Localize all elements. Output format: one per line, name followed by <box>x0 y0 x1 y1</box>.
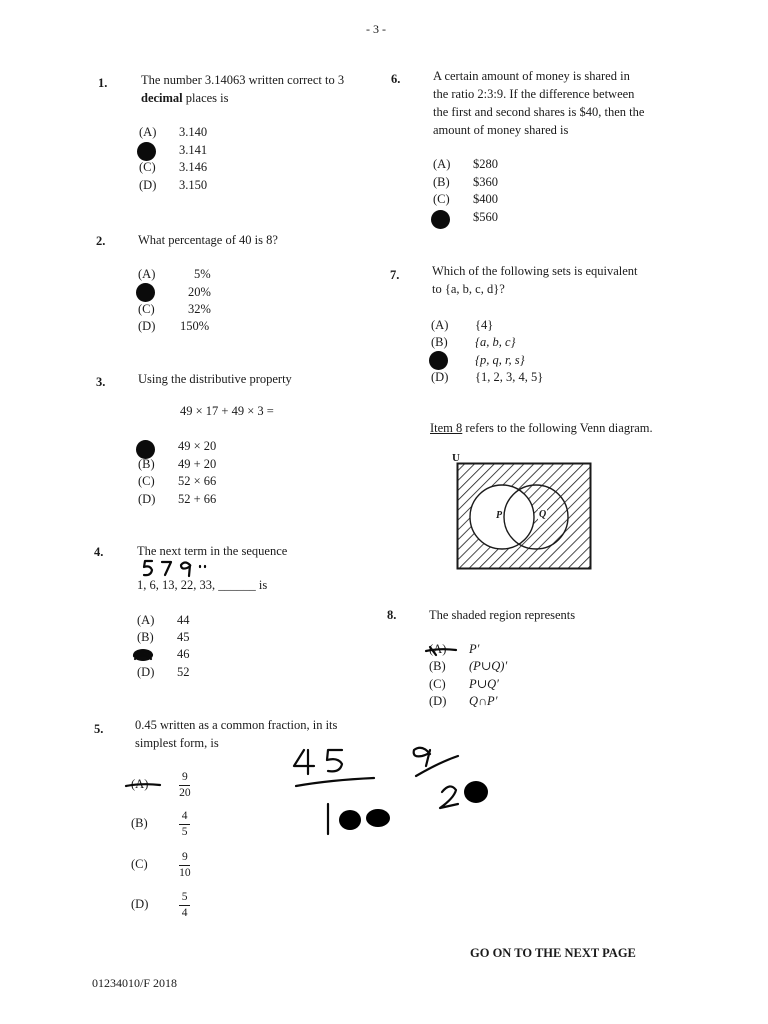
fraction <box>179 810 190 839</box>
fraction <box>179 771 191 800</box>
question-1-stem-line-1: The number 3.14063 written correct to 3 <box>141 73 345 87</box>
option-label: (D) <box>431 370 449 384</box>
paper-code: 01234010/F 2018 <box>92 976 178 990</box>
option-label: (A) <box>139 125 157 139</box>
q6-option-b[interactable] <box>433 174 498 191</box>
question-5-stem-line-1: 0.45 written as a common fraction, in its <box>135 718 338 732</box>
question-4-stem: The next term in the sequence <box>137 544 288 558</box>
option-value: 46 <box>177 647 190 661</box>
go-on-next-page: GO ON TO THE NEXT PAGE <box>470 946 636 960</box>
q4-option-d[interactable] <box>137 664 190 681</box>
q3-option-d[interactable] <box>138 491 216 508</box>
option-label: (C) <box>138 302 155 316</box>
option-value: {p, q, r, s} <box>475 353 525 367</box>
question-6-number: 6. <box>391 72 401 86</box>
question-6-stem-line: amount of money shared is <box>433 123 569 137</box>
option-value: (P∪Q)′ <box>469 659 508 673</box>
question-3-stem: Using the distributive property <box>138 372 292 386</box>
option-value: 3.146 <box>179 160 208 174</box>
question-1-stem-line-2 <box>141 89 344 107</box>
option-label: (C) <box>131 857 148 871</box>
q6-option-a[interactable] <box>433 156 498 173</box>
option-label: (A) <box>138 267 156 281</box>
option-label: (D) <box>429 694 447 708</box>
option-value: 5% <box>194 267 211 281</box>
option-label: (D) <box>131 897 149 911</box>
q7-option-d[interactable] <box>431 369 543 386</box>
venn-universal-label: U <box>452 452 460 464</box>
item-8-link: Item 8 <box>430 421 463 435</box>
option-value: 52 × 66 <box>178 474 217 488</box>
fraction <box>179 851 191 880</box>
q5-option-d[interactable] <box>131 889 190 919</box>
q8-answer-strike[interactable] <box>424 644 458 656</box>
q6-option-c[interactable] <box>433 191 498 208</box>
q4-answer-scribble[interactable] <box>131 647 155 663</box>
option-label: (B) <box>433 175 450 189</box>
option-label: (A) <box>433 157 451 171</box>
denominator: 10 <box>179 866 191 879</box>
option-value: $560 <box>473 210 498 224</box>
q2-option-d[interactable] <box>138 318 209 335</box>
option-label: (C) <box>139 160 156 174</box>
q6-answer-bubble[interactable] <box>431 210 450 229</box>
question-7-stem-line-2: to {a, b, c, d}? <box>432 282 505 296</box>
option-label: (D) <box>137 665 155 679</box>
q3-option-c[interactable] <box>138 473 216 490</box>
option-label: (A) <box>131 777 149 791</box>
question-1-number: 1. <box>98 76 108 90</box>
item-8-intro <box>430 421 653 436</box>
option-value: 150% <box>180 319 210 333</box>
option-value: 45 <box>177 630 190 644</box>
question-5-number: 5. <box>94 722 104 736</box>
option-value: P∪Q′ <box>469 677 499 691</box>
numerator: 9 <box>182 770 188 783</box>
option-label: (D) <box>138 319 156 333</box>
q7-option-b[interactable] <box>431 334 516 351</box>
q2-option-a[interactable] <box>138 266 211 283</box>
question-6-stem-line: the first and second shares is $40, then the <box>433 105 645 119</box>
numerator: 9 <box>182 850 188 863</box>
q1-option-c[interactable] <box>139 159 207 176</box>
denominator: 4 <box>181 906 188 919</box>
q2-option-c[interactable] <box>138 301 211 318</box>
option-label: (B) <box>138 457 155 471</box>
question-1-stem <box>141 71 344 107</box>
q8-option-c[interactable] <box>429 676 499 693</box>
q1-option-d[interactable] <box>139 177 207 194</box>
q1-option-a[interactable] <box>139 124 207 141</box>
question-2-stem: What percentage of 40 is 8? <box>138 233 278 247</box>
option-label: (A) <box>429 642 447 656</box>
q5-answer-strike[interactable] <box>124 780 162 790</box>
page-number: - 3 - <box>366 22 386 36</box>
fraction <box>179 891 190 920</box>
option-value: {4} <box>475 318 494 332</box>
q5-option-b[interactable] <box>131 808 190 838</box>
question-1-stem-bold: decimal <box>141 91 183 105</box>
question-6-stem-line: A certain amount of money is shared in <box>433 69 630 83</box>
handwritten-working <box>290 740 510 840</box>
question-6-stem-line: the ratio 2:3:9. If the difference between <box>433 87 635 101</box>
venn-diagram <box>456 462 592 570</box>
option-value: 20% <box>188 285 211 299</box>
option-value: {1, 2, 3, 4, 5} <box>475 370 544 384</box>
q4-option-a[interactable] <box>137 612 190 629</box>
q5-option-c[interactable] <box>131 849 191 879</box>
option-value: 3.141 <box>179 143 208 157</box>
numerator: 4 <box>181 809 188 822</box>
q3-option-b[interactable] <box>138 456 216 473</box>
option-value: P′ <box>469 642 480 656</box>
option-label: (A) <box>137 613 155 627</box>
option-label: (C) <box>433 192 450 206</box>
option-value: 52 <box>177 665 190 679</box>
q8-option-d[interactable] <box>429 693 497 710</box>
option-value: Q∩P′ <box>469 694 498 708</box>
option-label: (A) <box>431 318 449 332</box>
numerator: 5 <box>181 890 188 903</box>
option-value: $360 <box>473 175 498 189</box>
option-value: $280 <box>473 157 498 171</box>
option-value: 49 × 20 <box>178 439 217 453</box>
option-label: (D) <box>139 178 157 192</box>
option-value: 44 <box>177 613 190 627</box>
option-value: 3.150 <box>179 178 208 192</box>
venn-label-q: Q <box>539 509 547 520</box>
option-label: (B) <box>131 816 148 830</box>
q8-option-b[interactable] <box>429 658 507 675</box>
question-4-sequence: 1, 6, 13, 22, 33, ______ is <box>137 578 268 592</box>
question-2-number: 2. <box>96 234 106 248</box>
venn-universal-set <box>458 464 591 569</box>
venn-label-p: P <box>496 510 503 521</box>
question-7-stem <box>432 262 638 298</box>
q7-option-a[interactable] <box>431 317 493 334</box>
question-6-stem <box>433 67 644 139</box>
option-label: (C) <box>138 474 155 488</box>
item-8-intro-rest: refers to the following Venn diagram. <box>462 421 653 435</box>
q2-answer-bubble[interactable] <box>136 283 155 302</box>
q4-option-b[interactable] <box>137 629 190 646</box>
option-value: 52 + 66 <box>178 492 217 506</box>
question-8-number: 8. <box>387 608 397 622</box>
question-7-stem-line-1: Which of the following sets is equivalent <box>432 264 638 278</box>
denominator: 20 <box>179 786 191 799</box>
option-label: (D) <box>138 492 156 506</box>
option-value: 32% <box>188 302 211 316</box>
option-value: {a, b, c} <box>475 335 516 349</box>
question-7-number: 7. <box>390 268 400 282</box>
q7-answer-bubble[interactable] <box>429 351 448 370</box>
question-5-stem-line-2: simplest form, is <box>135 736 219 750</box>
option-label: (B) <box>137 630 154 644</box>
denominator: 5 <box>181 825 188 838</box>
option-value: $400 <box>473 192 498 206</box>
option-label: (B) <box>429 659 446 673</box>
option-value: 49 + 20 <box>178 457 217 471</box>
option-label: (C) <box>429 677 446 691</box>
question-3-expression: 49 × 17 + 49 × 3 = <box>180 404 274 418</box>
question-3-number: 3. <box>96 375 106 389</box>
option-label: (B) <box>431 335 448 349</box>
option-value: 3.140 <box>179 125 208 139</box>
question-4-number: 4. <box>94 545 104 559</box>
question-1-stem-rest: places is <box>182 91 229 105</box>
question-8-stem: The shaded region represents <box>429 608 576 622</box>
